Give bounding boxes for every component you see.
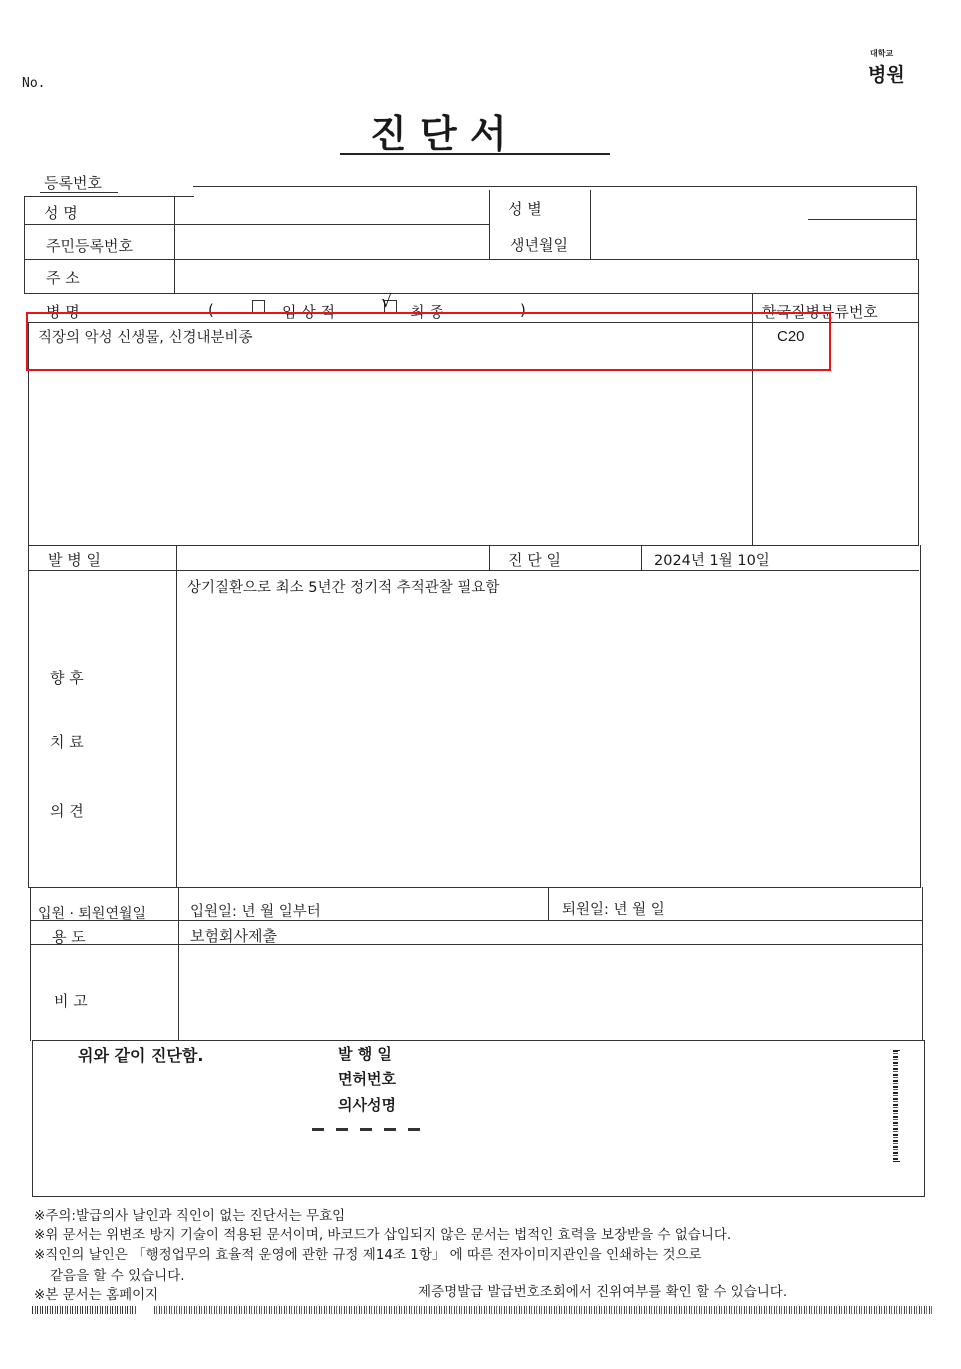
kcd-code-label: 한국질병분류번호 <box>762 303 878 321</box>
check-mark-icon: √ <box>381 292 392 312</box>
opinion-label-line3: 의 견 <box>50 802 84 820</box>
reg-underline <box>40 192 118 193</box>
opinion-label-line2: 치 료 <box>50 733 84 751</box>
hospital-name: 병원 <box>868 64 905 86</box>
rrn-label: 주민등록번호 <box>46 237 133 255</box>
highlight-box <box>26 312 831 371</box>
opinion-text: 상기질환으로 최소 5년간 정기적 추적관찰 필요함 <box>187 580 500 596</box>
sign-top-line <box>330 1040 428 1041</box>
diagnosis-statement: 위와 같이 진단함. <box>78 1046 204 1065</box>
barcode-bracket-bottom <box>893 1161 900 1162</box>
purpose-value: 보험회사제출 <box>190 927 277 945</box>
paren-open: ( <box>208 301 214 319</box>
barcode-bracket-top <box>893 1050 900 1051</box>
cut-text-fragment <box>312 1128 430 1131</box>
license-number-label: 면허번호 <box>338 1070 396 1088</box>
bottom-barcode-main <box>154 1306 934 1314</box>
document-number-label: No. <box>22 76 46 91</box>
title-underline <box>340 153 610 155</box>
provisional-label: 임 상 적 <box>282 303 336 321</box>
barcode-strip <box>893 1050 898 1162</box>
final-label: 최 종 <box>410 303 444 321</box>
discharge-date-text: 퇴원일: 년 월 일 <box>562 902 665 918</box>
note-line-4: 같음을 할 수 있습니다. <box>50 1268 185 1284</box>
paren-close: ) <box>520 301 526 319</box>
note-line-3: ※직인의 날인은 「행정업무의 효율적 운영에 관한 규정 제14조 1항」 에 따른 전자이미지관인을 인쇄하는 것으로 <box>34 1247 702 1263</box>
name-label: 성 명 <box>44 204 78 222</box>
opinion-label-line1: 향 후 <box>50 669 84 687</box>
issue-date-label: 발 행 일 <box>338 1045 392 1063</box>
address-label: 주 소 <box>46 269 80 287</box>
disease-text: 직장의 악성 신생물, 신경내분비종 <box>38 330 253 346</box>
doctor-name-label: 의사성명 <box>338 1096 396 1114</box>
birth-date-label: 생년월일 <box>510 236 568 254</box>
diagnosis-date-label: 진 단 일 <box>508 551 562 569</box>
note-line-5: ※본 문서는 홈페이지 <box>34 1287 159 1303</box>
sex-label: 성 별 <box>508 200 542 218</box>
kcd-code-value: C20 <box>777 328 805 345</box>
remarks-label: 비 고 <box>54 992 88 1010</box>
diagnosis-date-value: 2024년 1월 10일 <box>654 553 770 569</box>
note-line-6: 제증명발급 발급번호조회에서 진위여부를 확인 할 수 있습니다. <box>418 1284 788 1300</box>
purpose-label: 용 도 <box>52 928 86 946</box>
admission-label: 입원 · 퇴원연월일 <box>38 906 147 922</box>
disease-name-label: 병 명 <box>46 303 80 321</box>
page-title: 진 단 서 <box>370 112 507 156</box>
onset-date-label: 발 병 일 <box>48 551 102 569</box>
registration-number-label: 등록번호 <box>44 174 102 192</box>
note-line-1: ※주의:발급의사 날인과 직인이 없는 진단서는 무효임 <box>34 1208 346 1224</box>
hospital-small-text: 대학교 <box>870 49 894 58</box>
note-line-2: ※위 문서는 위변조 방지 기술이 적용된 문서이며, 바코드가 삽입되지 않은 문서는 법적인 효력을 보장받을 수 없습니다. <box>34 1227 732 1243</box>
admission-date-text: 입원일: 년 월 일부터 <box>190 904 321 920</box>
bottom-barcode-left <box>32 1306 137 1314</box>
